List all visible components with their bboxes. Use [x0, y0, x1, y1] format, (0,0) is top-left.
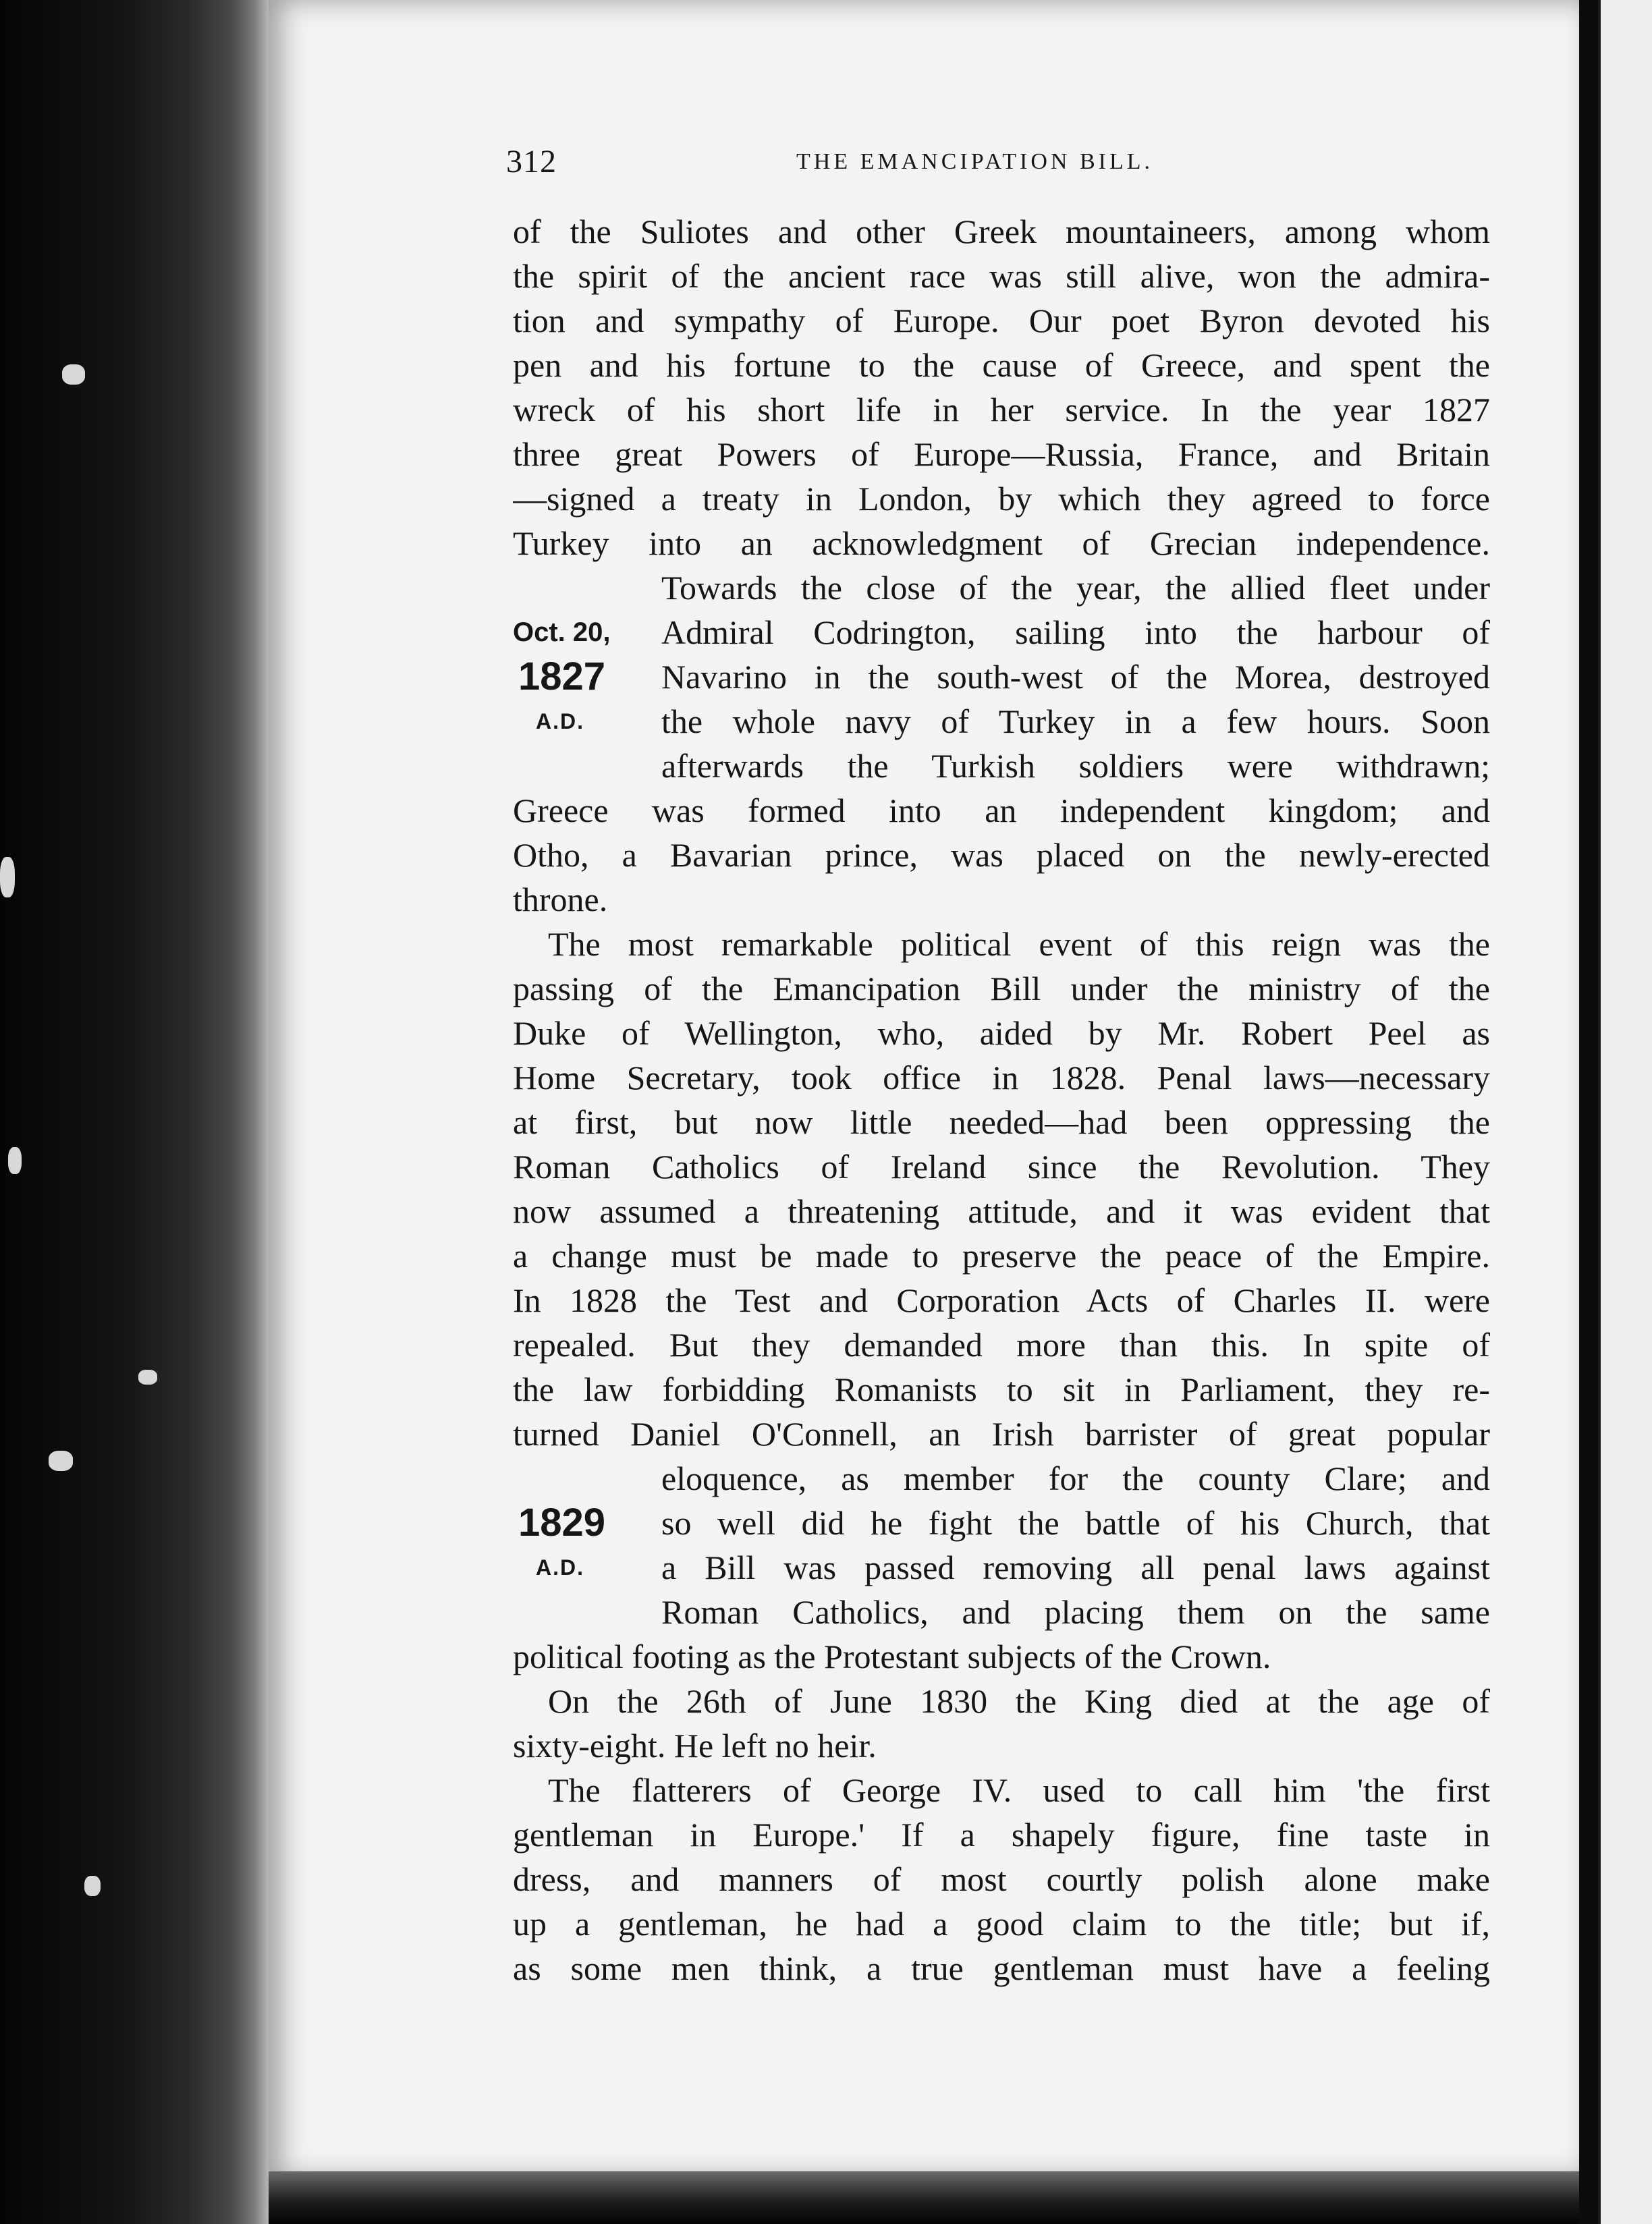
text-line: now assumed a threatening attitude, and it was evident that — [513, 1192, 1490, 1230]
text-line: The most remarkable political event of this reign was the — [548, 925, 1490, 963]
page-bottom-shadow — [269, 2171, 1579, 2224]
text-line: Otho, a Bavarian prince, was placed on the newly-erected — [513, 836, 1490, 874]
text-line: at first, but now little needed—had been oppressing the — [513, 1103, 1490, 1141]
sidenote-era: A.D. — [536, 709, 584, 733]
text-line: the whole navy of Turkey in a few hours. Soon — [661, 702, 1490, 740]
spine-speck — [62, 364, 85, 385]
text-line: up a gentleman, he had a good claim to the title; but if, — [513, 1905, 1490, 1943]
text-line: In 1828 the Test and Corporation Acts of Charles II. were — [513, 1281, 1490, 1319]
text-line: The flatterers of George IV. used to call him 'the first — [548, 1771, 1490, 1809]
facing-page-edge — [1598, 0, 1652, 2224]
text-line: tion and sympathy of Europe. Our poet Byron devoted his — [513, 302, 1490, 339]
text-line: eloquence, as member for the county Clare; and — [661, 1460, 1490, 1497]
text-line: a change must be made to preserve the peace of the Empire. — [513, 1237, 1490, 1275]
text-line: Duke of Wellington, who, aided by Mr. Robert Peel as — [513, 1014, 1490, 1052]
text-line: as some men think, a true gentleman must have a feeling — [513, 1949, 1490, 1987]
text-line: wreck of his short life in her service. In the year 1827 — [513, 391, 1490, 428]
sidenote-year: 1829 — [518, 1501, 606, 1545]
text-line: Turkey into an acknowledgment of Grecian independence. — [513, 524, 1490, 562]
spine-speck — [8, 1147, 22, 1174]
text-line: a Bill was passed removing all penal laws against — [661, 1549, 1490, 1586]
text-line: afterwards the Turkish soldiers were withdrawn; — [661, 747, 1490, 785]
text-line: throne. — [513, 881, 608, 918]
text-line: sixty-eight. He left no heir. — [513, 1727, 877, 1764]
text-line: repealed. But they demanded more than this. In spite of — [513, 1326, 1490, 1364]
spine-speck — [138, 1370, 157, 1385]
sidenote-date: Oct. 20, — [513, 617, 611, 647]
page-header — [506, 138, 1491, 186]
text-line: pen and his fortune to the cause of Greece, and spent the — [513, 346, 1490, 384]
text-line: Admiral Codrington, sailing into the harbour of — [661, 613, 1490, 651]
text-line: Towards the close of the year, the allied fleet under — [661, 569, 1490, 607]
text-line: the spirit of the ancient race was still alive, won the admira- — [513, 257, 1490, 295]
running-title: THE EMANCIPATION BILL. — [796, 149, 1154, 174]
body-text — [513, 209, 1490, 1991]
text-line: so well did he fight the battle of his Church, that — [661, 1504, 1490, 1542]
text-line: dress, and manners of most courtly polish alone make — [513, 1860, 1490, 1898]
text-line: gentleman in Europe.' If a shapely figure, fine taste in — [513, 1816, 1490, 1854]
page-gutter — [1579, 0, 1598, 2224]
text-line: Greece was formed into an independent kingdom; and — [513, 791, 1490, 829]
text-line: —signed a treaty in London, by which they agreed to force — [513, 480, 1490, 518]
sidenote-navarino — [513, 610, 648, 744]
page-number: 312 — [506, 144, 557, 179]
spine-speck — [49, 1451, 73, 1471]
spine-speck — [84, 1876, 101, 1896]
sidenote-emancipation — [513, 1501, 648, 1590]
text-line: Roman Catholics, and placing them on the same — [661, 1593, 1490, 1631]
sidenote-year: 1827 — [518, 655, 606, 698]
text-line: passing of the Emancipation Bill under the ministry of the — [513, 970, 1490, 1007]
text-line: three great Powers of Europe—Russia, France, and Britain — [513, 435, 1490, 473]
book-spine-shadow — [0, 0, 270, 2224]
text-line: political footing as the Protestant subjects of the Crown. — [513, 1638, 1271, 1675]
sidenote-era: A.D. — [536, 1555, 584, 1580]
text-line: turned Daniel O'Connell, an Irish barrister of great popular — [513, 1415, 1490, 1453]
text-line: On the 26th of June 1830 the King died at the age of — [548, 1682, 1490, 1720]
text-line: Navarino in the south-west of the Morea, destroyed — [661, 658, 1490, 696]
text-line: Home Secretary, took office in 1828. Penal laws—necessary — [513, 1059, 1490, 1096]
text-line: of the Suliotes and other Greek mountaineers, among whom — [513, 213, 1490, 250]
spine-speck — [0, 857, 15, 897]
text-line: the law forbidding Romanists to sit in Parliament, they re- — [513, 1370, 1490, 1408]
text-line: Roman Catholics of Ireland since the Revolution. They — [513, 1148, 1490, 1186]
